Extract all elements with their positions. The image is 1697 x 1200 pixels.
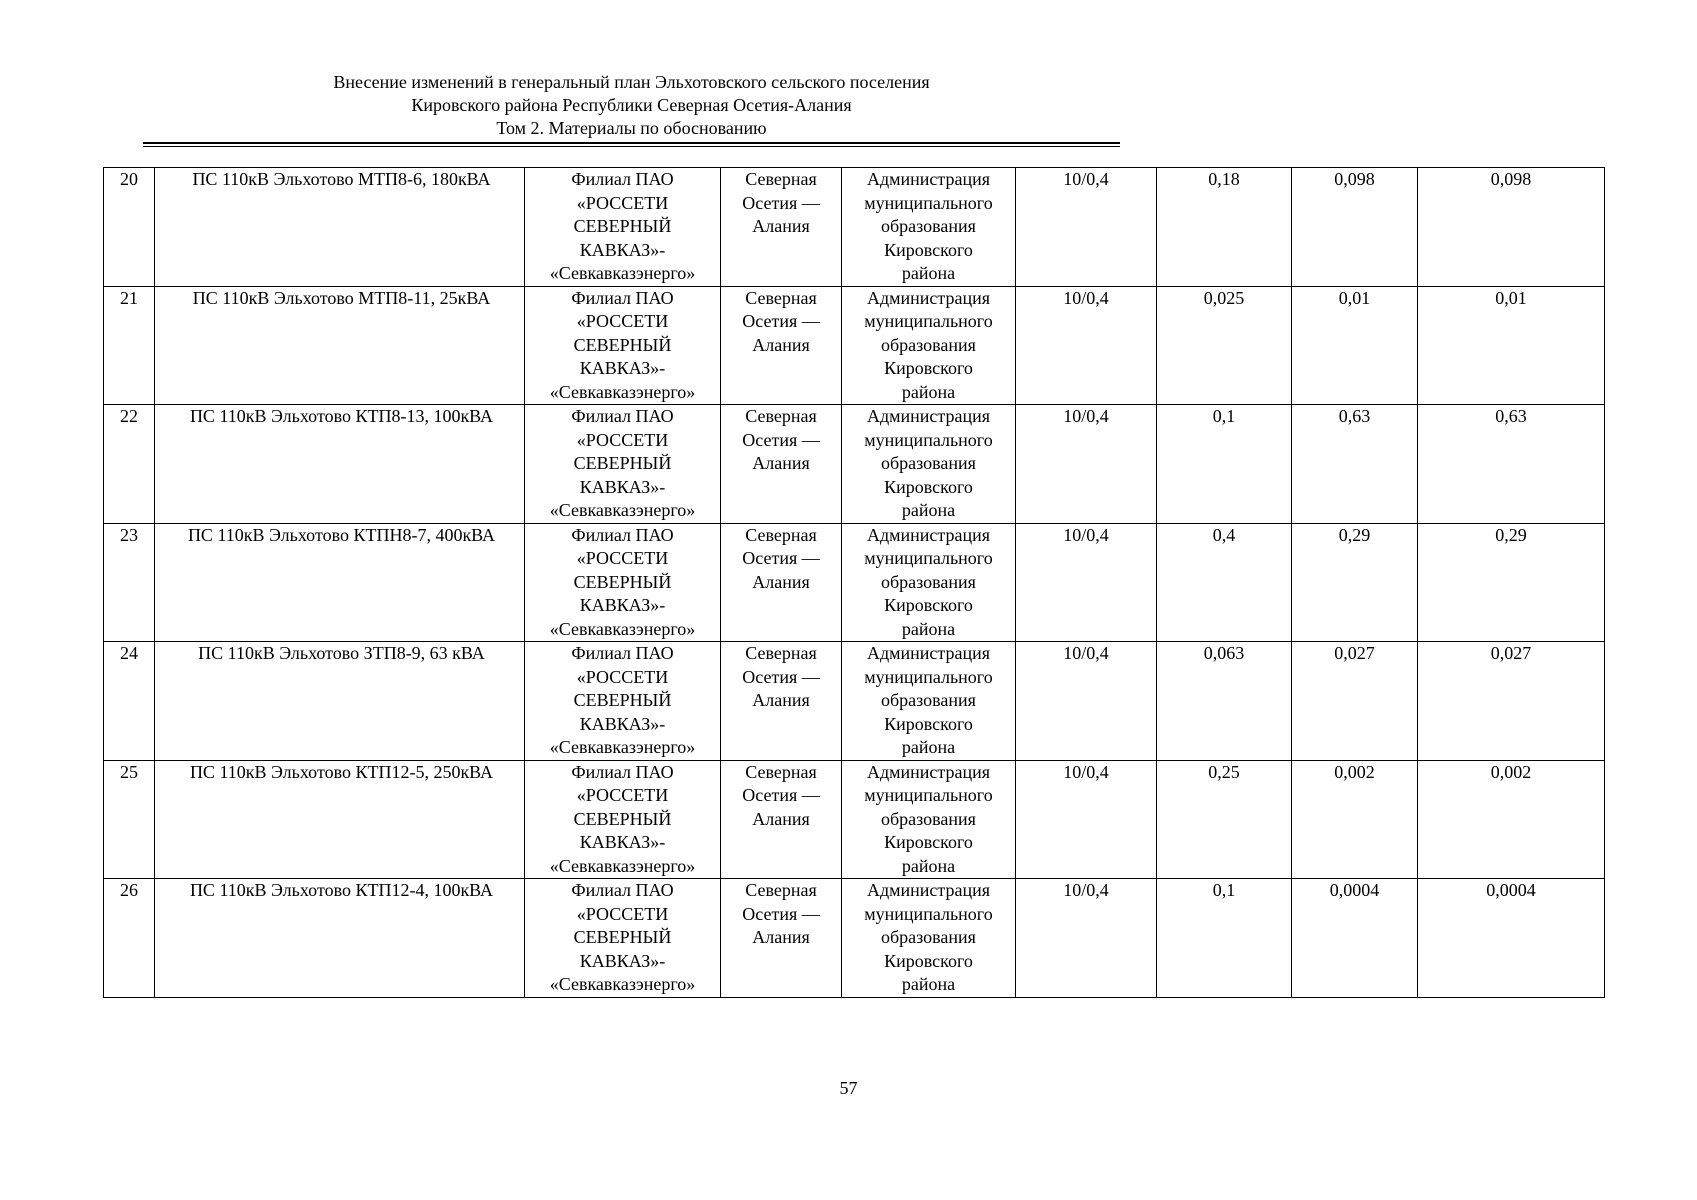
row-number-cell (104, 286, 155, 405)
power-cell (1157, 879, 1292, 998)
table-body (104, 168, 1605, 998)
region-line: Северная (745, 406, 817, 426)
administration-line: муниципального (864, 192, 993, 213)
row-number-cell (104, 168, 155, 287)
voltage-cell (1016, 523, 1157, 642)
region-line: Алания (752, 927, 810, 947)
substation-name-cell (155, 523, 525, 642)
region-cell (721, 405, 842, 524)
row-number: 20 (120, 169, 138, 189)
voltage-cell (1016, 642, 1157, 761)
table-row (104, 642, 1605, 761)
owner-line: КАВКАЗ»- (579, 476, 666, 497)
load-value: 0,29 (1338, 524, 1371, 545)
row-number: 26 (120, 880, 138, 900)
region-line: Северная (745, 761, 817, 782)
voltage-cell (1016, 760, 1157, 879)
power-cell (1157, 286, 1292, 405)
administration-line: муниципального (864, 903, 993, 924)
administration-line: образования (881, 334, 976, 355)
row-number-cell (104, 642, 155, 761)
table-row (104, 879, 1605, 998)
owner-line: СЕВЕРНЫЙ (573, 334, 672, 355)
region-line: Осетия — (742, 903, 820, 924)
load-value: 0,002 (1334, 761, 1375, 782)
administration-line: образования (881, 927, 976, 947)
owner-line: «Севкавказэнерго» (549, 737, 696, 757)
owner-line: «Севкавказэнерго» (549, 381, 696, 402)
substation-name-cell (155, 879, 525, 998)
load-value-cell (1292, 168, 1418, 287)
administration-line: Кировского (884, 358, 973, 378)
administration-line: муниципального (864, 429, 993, 450)
load-value-2: 0,027 (1490, 643, 1532, 663)
region-line: Северная (745, 880, 817, 900)
substation-name: ПС 110кВ Эльхотово ЗТП8-9, 63 кВА (198, 643, 485, 663)
load-value-cell (1292, 523, 1418, 642)
region-line: Северная (745, 643, 817, 663)
administration-line: района (901, 855, 956, 876)
power-cell (1157, 405, 1292, 524)
owner-line: СЕВЕРНЫЙ (573, 216, 672, 236)
region-cell (721, 523, 842, 642)
voltage-cell (1016, 879, 1157, 998)
owner-line: КАВКАЗ»- (579, 239, 666, 260)
power-value: 0,25 (1208, 761, 1240, 782)
administration-line: муниципального (864, 785, 993, 805)
load-value-cell (1292, 879, 1418, 998)
substation-name: ПС 110кВ Эльхотово КТП12-5, 250кВА (189, 761, 494, 782)
region-line: Алания (752, 808, 810, 829)
region-line: Осетия — (742, 192, 820, 213)
row-number: 22 (120, 406, 138, 426)
owner-line: «РОССЕТИ (576, 192, 669, 213)
load-value: 0,0004 (1329, 880, 1380, 900)
row-number-cell (104, 760, 155, 879)
owner-line: Филиал ПАО (571, 880, 674, 900)
administration-cell (842, 405, 1016, 524)
substation-name-cell (155, 168, 525, 287)
load-value: 0,098 (1334, 169, 1375, 189)
region-cell (721, 286, 842, 405)
power-cell (1157, 642, 1292, 761)
power-value: 0,1 (1212, 880, 1236, 900)
load-value-2-cell (1418, 760, 1605, 879)
administration-line: муниципального (864, 666, 993, 687)
substation-name-cell (155, 286, 525, 405)
load-value-2: 0,0004 (1486, 880, 1536, 900)
administration-line: Администрация (866, 643, 991, 663)
administration-cell (842, 523, 1016, 642)
administration-line: Администрация (866, 287, 991, 308)
region-line: Алания (752, 571, 810, 592)
owner-line: Филиал ПАО (571, 169, 674, 189)
administration-cell (842, 286, 1016, 405)
load-value-cell (1292, 405, 1418, 524)
owner-line: Филиал ПАО (571, 643, 674, 663)
load-value-cell (1292, 760, 1418, 879)
load-value-cell (1292, 642, 1418, 761)
owner-line: «РОССЕТИ (576, 666, 669, 687)
substation-name-cell (155, 760, 525, 879)
substation-name: ПС 110кВ Эльхотово КТПН8-7, 400кВА (187, 524, 496, 545)
voltage-value: 10/0,4 (1063, 169, 1109, 189)
owner-line: «РОССЕТИ (576, 785, 669, 805)
owner-line: «Севкавказэнерго» (549, 974, 696, 994)
row-number: 23 (120, 524, 138, 545)
owner-line: СЕВЕРНЫЙ (573, 927, 672, 947)
substation-name: ПС 110кВ Эльхотово КТП8-13, 100кВА (189, 406, 494, 426)
administration-cell (842, 760, 1016, 879)
header-rule-thick (143, 142, 1120, 144)
administration-line: образования (881, 690, 976, 710)
substations-table (103, 167, 1605, 998)
owner-cell (525, 168, 721, 287)
administration-cell (842, 168, 1016, 287)
administration-line: образования (881, 453, 976, 473)
region-line: Осетия — (742, 666, 820, 687)
owner-cell (525, 760, 721, 879)
voltage-cell (1016, 286, 1157, 405)
owner-cell (525, 879, 721, 998)
administration-line: Кировского (884, 832, 973, 852)
administration-cell (842, 879, 1016, 998)
region-line: Осетия — (742, 311, 820, 331)
load-value: 0,63 (1338, 406, 1371, 426)
owner-line: «Севкавказэнерго» (549, 500, 696, 520)
region-cell (721, 879, 842, 998)
table-row (104, 523, 1605, 642)
row-number-cell (104, 523, 155, 642)
administration-line: района (901, 381, 956, 402)
header-line-1: Внесение изменений в генеральный план Эльхотовского сельского поселения (333, 72, 930, 92)
power-value: 0,1 (1212, 406, 1236, 426)
substation-name: ПС 110кВ Эльхотово КТП12-4, 100кВА (189, 880, 494, 900)
power-value: 0,063 (1203, 643, 1245, 663)
owner-line: КАВКАЗ»- (579, 713, 666, 734)
power-value: 0,4 (1212, 524, 1236, 545)
voltage-value: 10/0,4 (1063, 287, 1109, 308)
document-header (143, 71, 1120, 140)
power-cell (1157, 168, 1292, 287)
voltage-value: 10/0,4 (1063, 406, 1109, 426)
header-line-2: Кировского района Республики Северная Осетия-Алания (411, 95, 852, 115)
owner-line: «Севкавказэнерго» (549, 263, 696, 283)
region-line: Алания (752, 690, 810, 710)
table-row (104, 760, 1605, 879)
administration-line: района (901, 263, 956, 283)
owner-line: Филиал ПАО (571, 761, 674, 782)
administration-line: Администрация (866, 524, 991, 545)
load-value-2-cell (1418, 523, 1605, 642)
owner-line: Филиал ПАО (571, 406, 674, 426)
administration-line: образования (881, 216, 976, 236)
row-number-cell (104, 879, 155, 998)
region-line: Осетия — (742, 785, 820, 805)
load-value: 0,01 (1338, 287, 1371, 308)
administration-line: образования (881, 808, 976, 829)
owner-cell (525, 405, 721, 524)
owner-line: КАВКАЗ»- (579, 595, 666, 615)
region-line: Осетия — (742, 548, 820, 568)
load-value-2-cell (1418, 286, 1605, 405)
load-value-2-cell (1418, 879, 1605, 998)
table-row (104, 168, 1605, 287)
header-rule-thin (143, 146, 1120, 147)
administration-line: Администрация (866, 761, 991, 782)
power-value: 0,025 (1203, 287, 1245, 308)
owner-line: КАВКАЗ»- (579, 358, 666, 378)
owner-line: КАВКАЗ»- (579, 832, 666, 852)
administration-line: Администрация (866, 169, 991, 189)
row-number: 25 (120, 761, 138, 782)
administration-line: района (901, 974, 956, 994)
region-line: Алания (752, 334, 810, 355)
row-number: 21 (120, 287, 138, 308)
region-line: Северная (745, 169, 817, 189)
administration-line: муниципального (864, 548, 993, 568)
region-line: Северная (745, 524, 817, 545)
load-value-2-cell (1418, 642, 1605, 761)
power-cell (1157, 760, 1292, 879)
administration-line: Кировского (884, 476, 973, 497)
load-value-2: 0,098 (1490, 169, 1532, 189)
administration-line: Кировского (884, 713, 973, 734)
owner-line: СЕВЕРНЫЙ (573, 808, 672, 829)
region-cell (721, 760, 842, 879)
owner-line: СЕВЕРНЫЙ (573, 690, 672, 710)
owner-line: «РОССЕТИ (576, 311, 669, 331)
substation-name-cell (155, 405, 525, 524)
administration-line: района (901, 618, 956, 639)
load-value-2: 0,63 (1495, 406, 1527, 426)
owner-line: Филиал ПАО (571, 287, 674, 308)
administration-line: района (901, 500, 956, 520)
voltage-value: 10/0,4 (1063, 643, 1109, 663)
owner-line: СЕВЕРНЫЙ (573, 453, 672, 473)
page-number: 57 (839, 1078, 858, 1098)
administration-line: района (901, 737, 956, 757)
load-value-2: 0,01 (1495, 287, 1527, 308)
owner-line: КАВКАЗ»- (579, 950, 666, 971)
owner-line: «Севкавказэнерго» (549, 855, 696, 876)
region-line: Алания (752, 453, 810, 473)
power-cell (1157, 523, 1292, 642)
owner-line: Филиал ПАО (571, 524, 674, 545)
voltage-value: 10/0,4 (1063, 524, 1109, 545)
owner-line: «РОССЕТИ (576, 903, 669, 924)
administration-line: образования (881, 571, 976, 592)
table-row (104, 405, 1605, 524)
voltage-cell (1016, 168, 1157, 287)
region-line: Алания (752, 216, 810, 236)
administration-line: Администрация (866, 406, 991, 426)
region-line: Северная (745, 287, 817, 308)
administration-line: Кировского (884, 239, 973, 260)
owner-cell (525, 523, 721, 642)
load-value-cell (1292, 286, 1418, 405)
voltage-value: 10/0,4 (1063, 761, 1109, 782)
owner-cell (525, 286, 721, 405)
owner-cell (525, 642, 721, 761)
substation-name: ПС 110кВ Эльхотово МТП8-11, 25кВА (192, 287, 491, 308)
administration-line: Кировского (884, 950, 973, 971)
substation-name-cell (155, 642, 525, 761)
administration-line: муниципального (864, 311, 993, 331)
owner-line: «РОССЕТИ (576, 429, 669, 450)
load-value: 0,027 (1334, 643, 1375, 663)
voltage-cell (1016, 405, 1157, 524)
row-number: 24 (120, 643, 138, 663)
table-row (104, 286, 1605, 405)
load-value-2: 0,29 (1495, 524, 1527, 545)
row-number-cell (104, 405, 155, 524)
region-line: Осетия — (742, 429, 820, 450)
owner-line: «РОССЕТИ (576, 548, 669, 568)
power-value: 0,18 (1208, 169, 1240, 189)
administration-cell (842, 642, 1016, 761)
load-value-2-cell (1418, 405, 1605, 524)
load-value-2: 0,002 (1490, 761, 1532, 782)
region-cell (721, 168, 842, 287)
administration-line: Кировского (884, 595, 973, 615)
load-value-2-cell (1418, 168, 1605, 287)
header-line-3: Том 2. Материалы по обоснованию (496, 118, 767, 138)
owner-line: СЕВЕРНЫЙ (573, 571, 672, 592)
administration-line: Администрация (866, 880, 991, 900)
substation-name: ПС 110кВ Эльхотово МТП8-6, 180кВА (192, 169, 491, 189)
voltage-value: 10/0,4 (1063, 880, 1109, 900)
owner-line: «Севкавказэнерго» (549, 618, 696, 639)
region-cell (721, 642, 842, 761)
